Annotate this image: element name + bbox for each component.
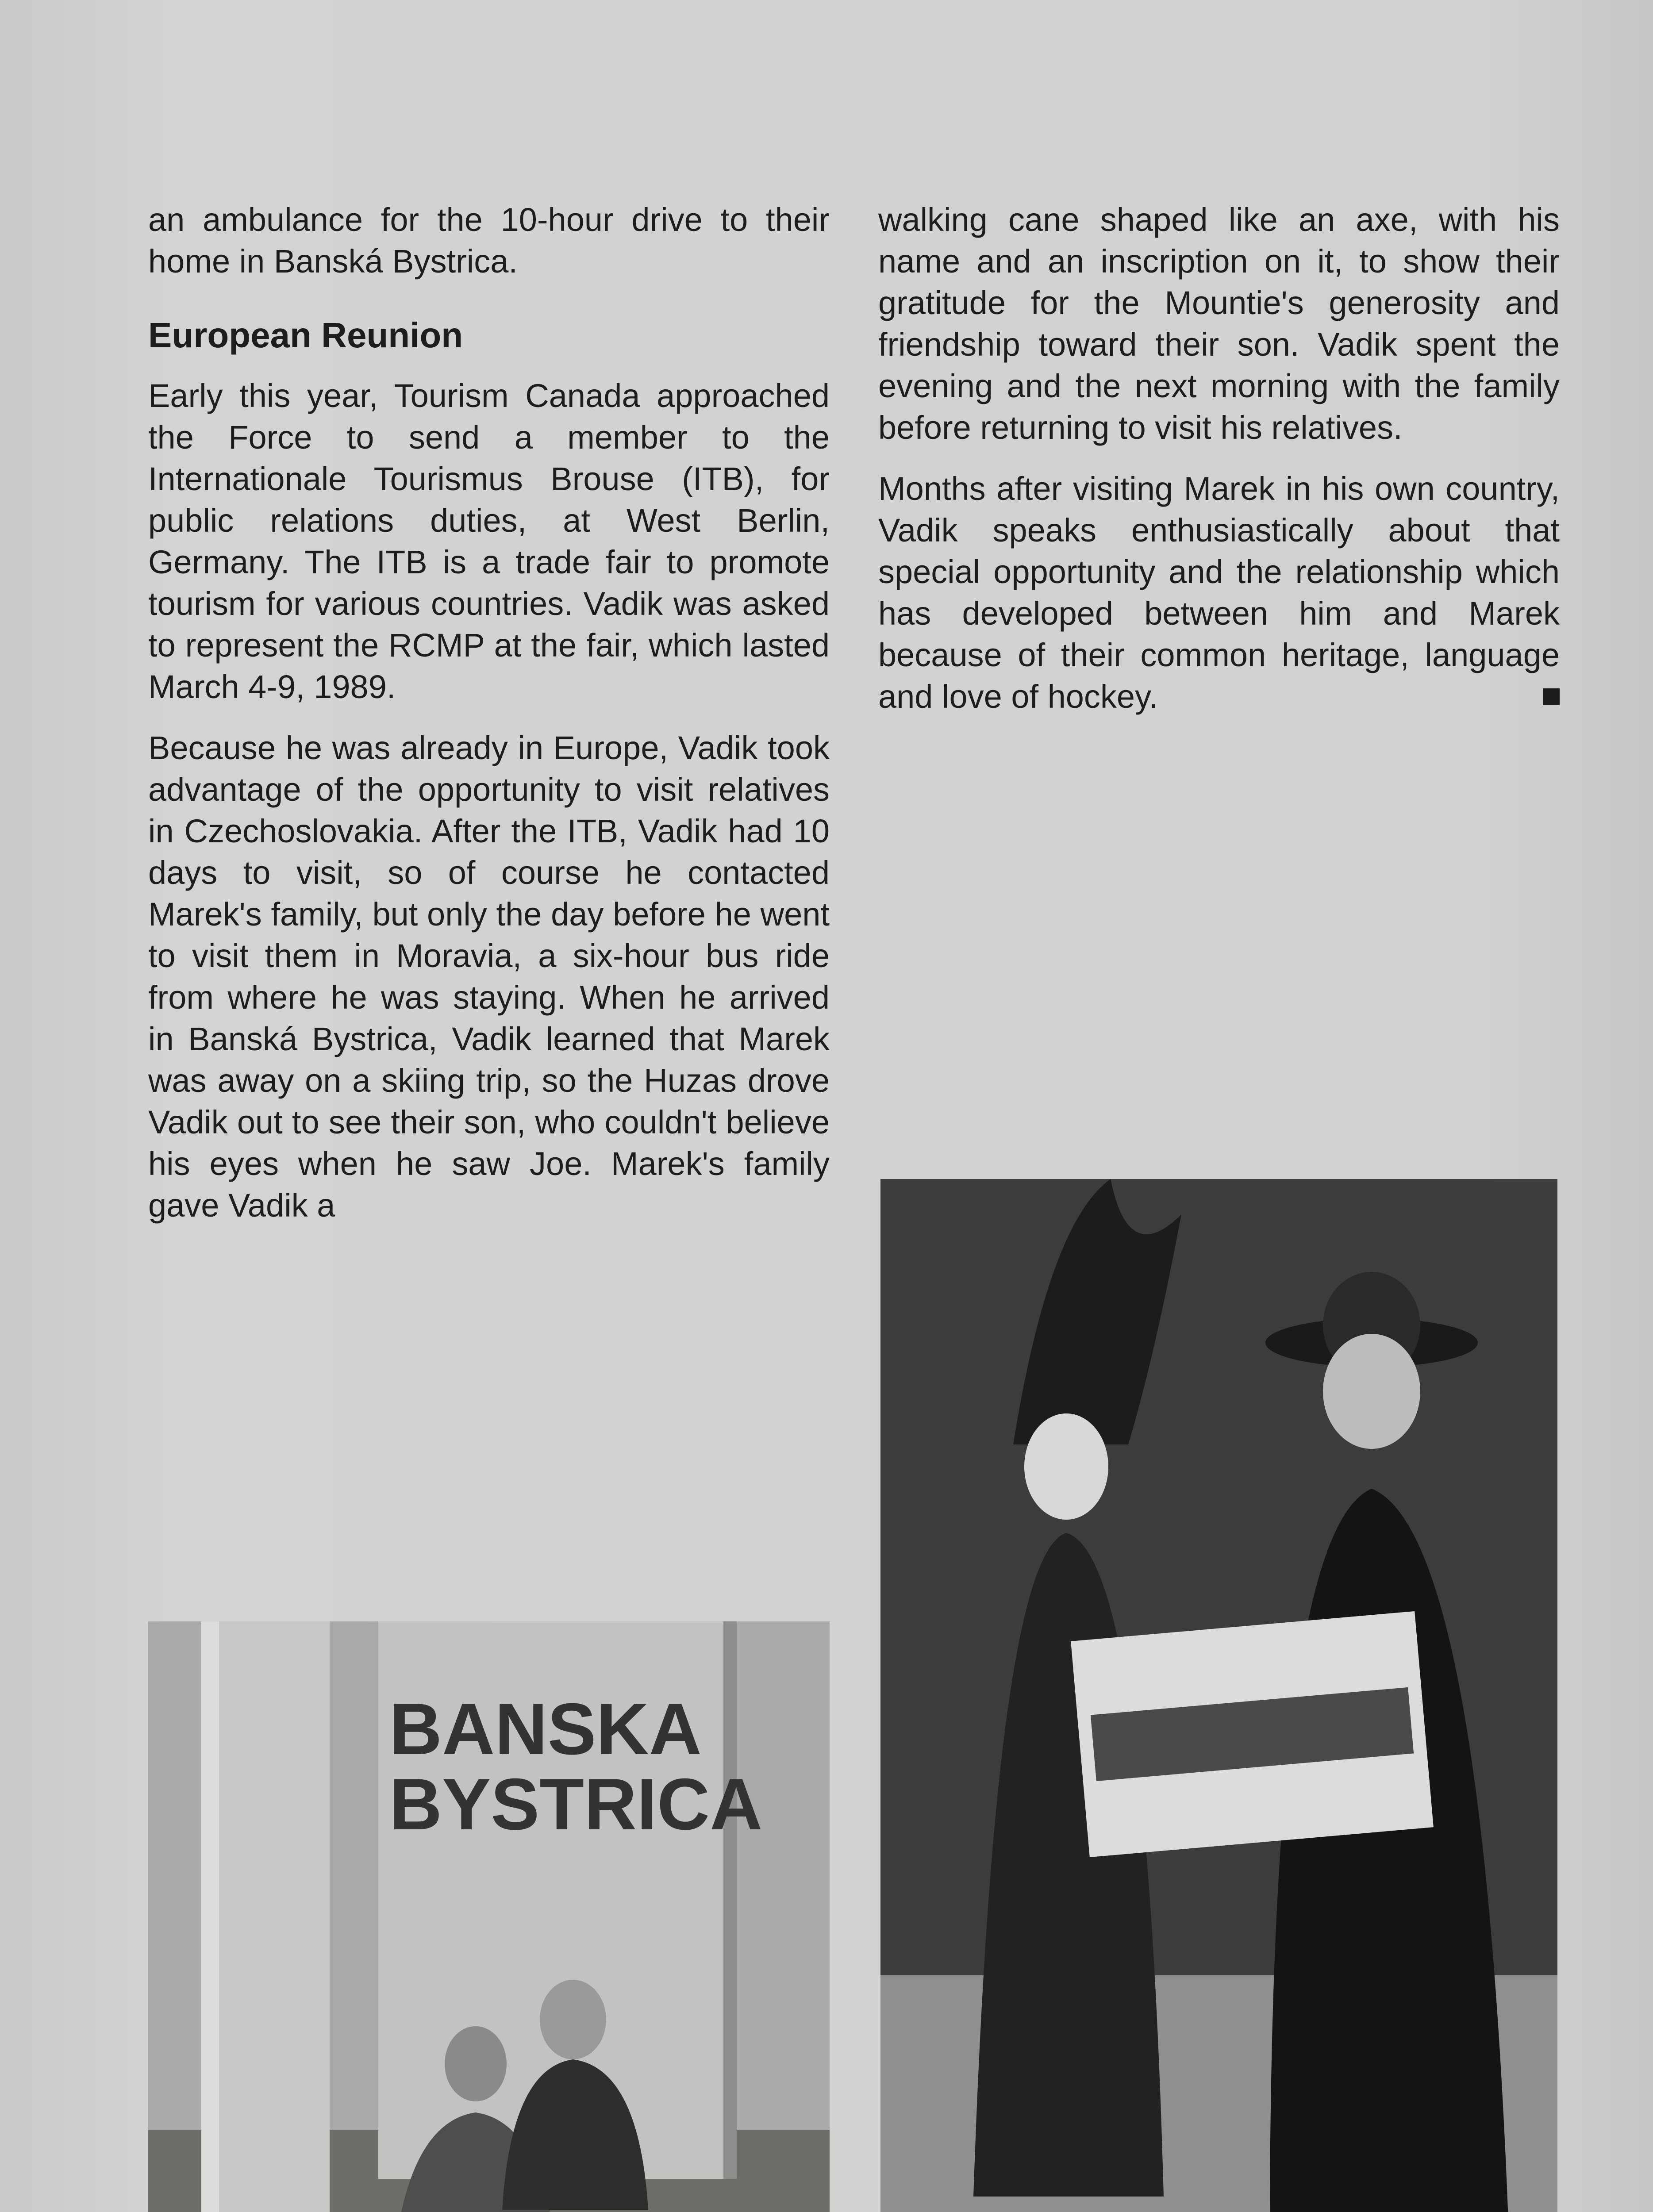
paragraph-text: Months after visiting Marek in his own country, Vadik speaks enthusiastically about that special opportunity and the relationship which has developed between him and Marek because of their common heritage, language and love of hockey. <box>878 470 1560 715</box>
paragraph: Because he was already in Europe, Vadik took advantage of the opportunity to visit relatives in Czechoslovakia. After the ITB, Vadik had 10 days to visit, so of course he contacted Marek's family, but only the day before he went to visit them in Moravia, a six-hour bus ride from where he was staying. When he arrived in Banská Bystrica, Vadik learned that Marek was away on a skiing trip, so the Huzas drove Vadik out to see their son, who couldn't believe his eyes when he saw Joe. Marek's family gave Vadik a <box>148 730 830 1224</box>
photo-banska-bystrica-sign <box>148 1621 830 2212</box>
paragraph: an ambulance for the 10-hour drive to their home in Banská Bystrica. <box>148 201 830 280</box>
paragraph: walking cane shaped like an axe, with his name and an inscription on it, to show their gratitude for the Mountie's generosity and friendship toward their son. Vadik spent the evening and the next morning with the family before returning to visit his relatives. <box>878 201 1560 446</box>
photo-illustration <box>880 1179 1557 2212</box>
sign-text-line1: BANSKA <box>389 1688 702 1770</box>
paragraph: Early this year, Tourism Canada approached the Force to send a member to the Internationale Tourismus Brouse (ITB), for public relations duties, at West Berlin, Germany. The ITB is a trade fair to promote tourism for various countries. Vadik was asked to represent the RCMP at the fair, which lasted March 4-9, 1989. <box>148 377 830 705</box>
left-text-column <box>148 199 830 1246</box>
paragraph <box>878 468 1560 718</box>
section-heading: European Reunion <box>148 315 463 355</box>
sign-text-line2: BYSTRICA <box>389 1763 763 1845</box>
photo-illustration <box>148 1621 830 2212</box>
photo-mountie-with-chief <box>880 1179 1557 2212</box>
end-of-article-mark <box>1543 688 1560 705</box>
right-text-column <box>878 199 1560 737</box>
